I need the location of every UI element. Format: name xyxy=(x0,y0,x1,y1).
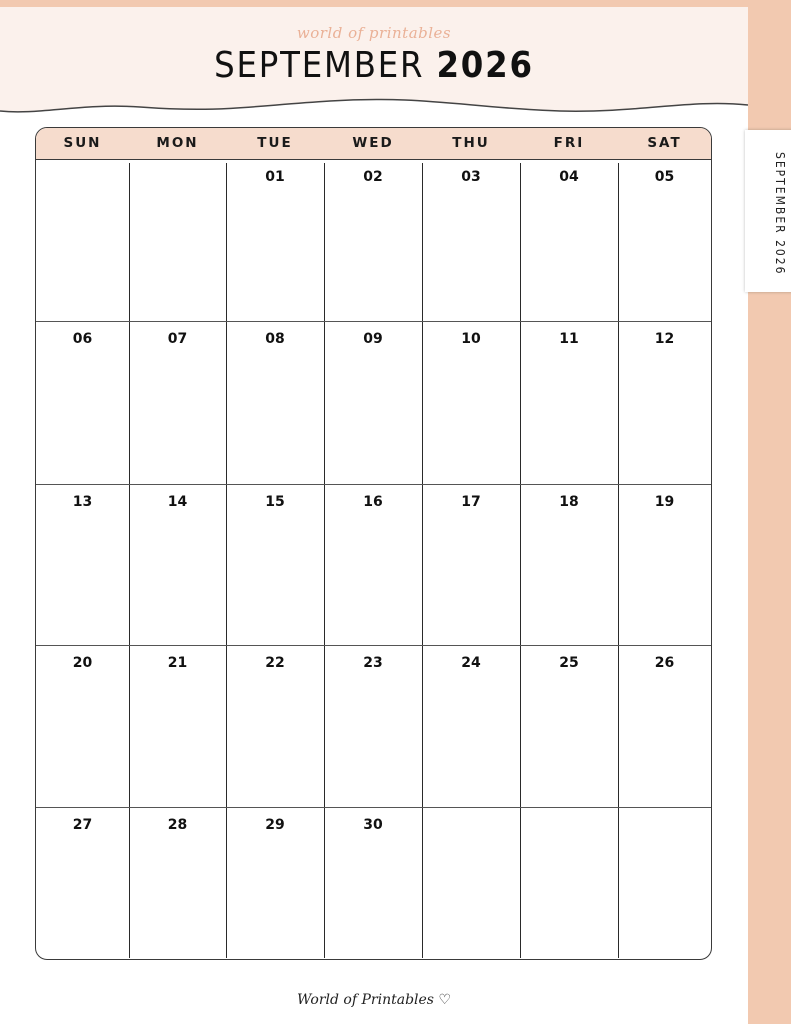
day-cell[interactable]: 24 xyxy=(461,655,481,671)
day-cell[interactable]: 15 xyxy=(265,494,285,510)
day-cell[interactable]: 22 xyxy=(265,655,285,671)
weekday-tue: TUE xyxy=(257,135,293,151)
weekday-fri: FRI xyxy=(553,135,585,151)
column-divider xyxy=(520,163,521,958)
day-cell[interactable]: 17 xyxy=(461,494,481,510)
day-cell[interactable]: 23 xyxy=(363,655,383,671)
footer-brand-text: World of Printables xyxy=(296,992,434,1008)
day-cell[interactable]: 27 xyxy=(72,817,93,833)
heart-icon: ♡ xyxy=(438,992,451,1008)
day-cell[interactable]: 30 xyxy=(363,817,383,833)
page-title xyxy=(37,45,710,86)
brand-script-text: world of printables xyxy=(296,24,452,42)
day-cell[interactable]: 05 xyxy=(654,169,675,185)
month-tab-label: SEPTEMBER 2026 xyxy=(773,152,787,276)
day-cell[interactable]: 25 xyxy=(559,655,579,671)
column-divider xyxy=(226,163,227,958)
day-cell[interactable]: 09 xyxy=(363,331,383,347)
day-cell[interactable]: 01 xyxy=(265,169,285,185)
day-cell[interactable]: 16 xyxy=(363,494,383,510)
day-cell[interactable]: 03 xyxy=(461,169,481,185)
day-cell[interactable]: 13 xyxy=(72,494,93,510)
day-cell[interactable]: 07 xyxy=(167,331,188,347)
title-year: 2026 xyxy=(436,45,534,86)
weekday-header xyxy=(36,128,711,160)
weekday-wed: WED xyxy=(352,135,394,151)
footer-brand xyxy=(0,992,748,1008)
day-cell[interactable]: 08 xyxy=(265,331,285,347)
day-cell[interactable]: 11 xyxy=(559,331,579,347)
column-divider xyxy=(324,163,325,958)
weekday-sat: SAT xyxy=(647,135,682,151)
day-cell[interactable]: 19 xyxy=(654,494,675,510)
weekday-thu: THU xyxy=(452,135,490,151)
row-divider xyxy=(36,321,711,322)
day-cell[interactable]: 21 xyxy=(167,655,188,671)
day-cell[interactable]: 06 xyxy=(72,331,93,347)
day-cell[interactable]: 20 xyxy=(72,655,93,671)
day-cell[interactable]: 10 xyxy=(461,331,481,347)
day-cell[interactable]: 12 xyxy=(654,331,675,347)
row-divider xyxy=(36,807,711,808)
day-cell[interactable]: 28 xyxy=(167,817,188,833)
weekday-mon: MON xyxy=(156,135,199,151)
column-divider xyxy=(129,163,130,958)
day-cell[interactable]: 02 xyxy=(363,169,383,185)
header-band xyxy=(0,7,748,122)
calendar-grid xyxy=(35,127,712,960)
day-cell[interactable]: 04 xyxy=(559,169,579,185)
row-divider xyxy=(36,645,711,646)
day-cell[interactable]: 18 xyxy=(559,494,579,510)
day-cell[interactable]: 14 xyxy=(167,494,188,510)
title-month: SEPTEMBER xyxy=(214,45,425,86)
weekday-sun: SUN xyxy=(63,135,102,151)
day-cell[interactable]: 26 xyxy=(654,655,675,671)
column-divider xyxy=(422,163,423,958)
row-divider xyxy=(36,484,711,485)
column-divider xyxy=(618,163,619,958)
day-cell[interactable]: 29 xyxy=(265,817,285,833)
